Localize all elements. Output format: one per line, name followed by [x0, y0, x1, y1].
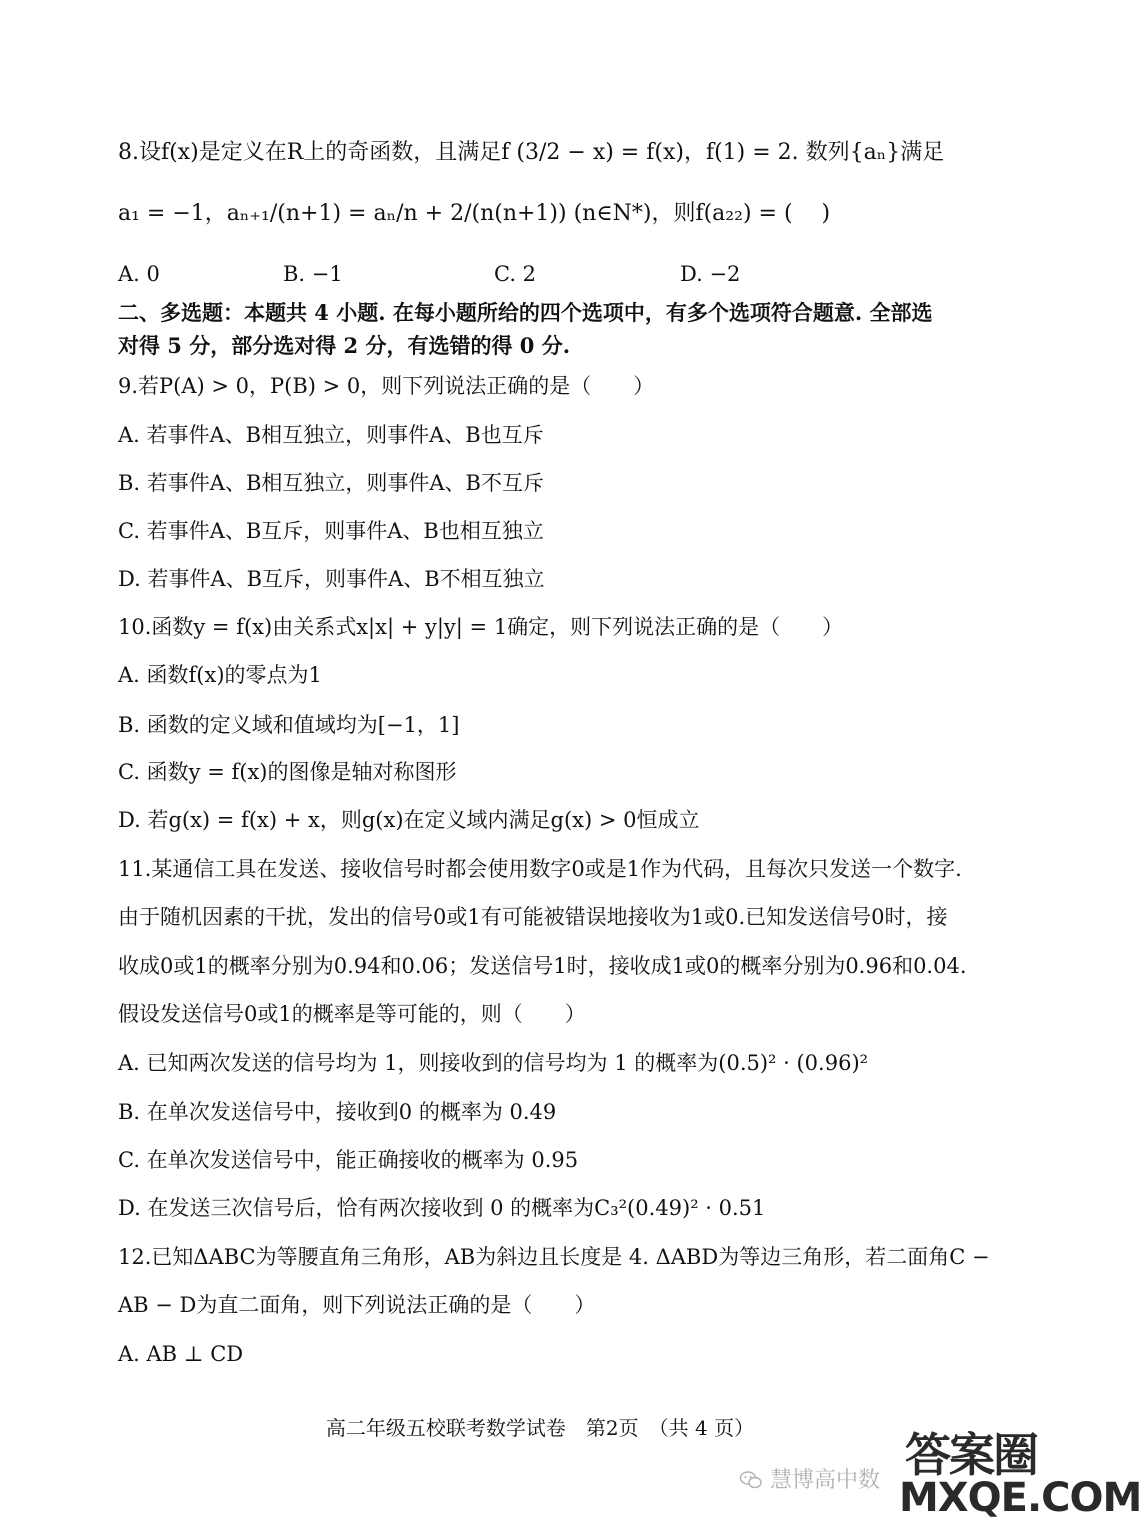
q11-option-c: C. 在单次发送信号中，能正确接收的概率为 0.95	[118, 1148, 579, 1172]
q9-stem: 9.若P(A) > 0，P(B) > 0，则下列说法正确的是（ ）	[118, 374, 655, 398]
site-logo-watermark	[895, 1415, 1141, 1525]
logo-top-text: 答案圈	[905, 1428, 1037, 1482]
q10-option-c: C. 函数y = f(x)的图像是轴对称图形	[118, 760, 457, 784]
q12-option-a: A. AB ⊥ CD	[118, 1342, 244, 1366]
q11-option-a: A. 已知两次发送的信号均为 1，则接收到的信号均为 1 的概率为(0.5)² · (0.96)²	[118, 1051, 869, 1075]
q11-option-b: B. 在单次发送信号中，接收到0 的概率为 0.49	[118, 1100, 557, 1124]
wechat-watermark	[740, 1463, 880, 1494]
section-2-heading-line-1: 二、多选题：本题共 4 小题. 在每小题所给的四个选项中，有多个选项符合题意. 全部选	[118, 300, 933, 325]
q11-option-d: D. 在发送三次信号后，恰有两次接收到 0 的概率为C₃²(0.49)² · 0.51	[118, 1196, 766, 1220]
logo-bottom-text: MXQE.COM	[899, 1475, 1141, 1521]
q9-option-d: D. 若事件A、B互斥，则事件A、B不相互独立	[118, 567, 545, 591]
q10-option-d: D. 若g(x) = f(x) + x，则g(x)在定义域内满足g(x) > 0恒成立	[118, 808, 700, 832]
q10-stem: 10.函数y = f(x)由关系式x|x| + y|y| = 1确定，则下列说法正确的是（ ）	[118, 615, 844, 639]
q12-line-1: 12.已知ΔABC为等腰直角三角形，AB为斜边且长度是 4. ΔABD为等边三角形，若二面角C −	[118, 1245, 990, 1269]
wechat-icon	[740, 1471, 762, 1489]
wechat-watermark-text: 慧博高中数	[770, 1468, 881, 1493]
q8-option-d: D. −2	[680, 262, 741, 286]
q11-line-3: 收成0或1的概率分别为0.94和0.06；发送信号1时，接收成1或0的概率分别为0.96和0.04.	[118, 954, 967, 978]
q10-option-b: B. 函数的定义域和值域均为[−1，1]	[118, 713, 460, 737]
q8-option-a: A. 0	[118, 262, 160, 286]
q8-line-2: a₁ = −1，aₙ₊₁/(n+1) = aₙ/n + 2/(n(n+1)) (n∈N*)，则f(a₂₂) = ( )	[118, 201, 831, 226]
q10-option-a: A. 函数f(x)的零点为1	[118, 663, 322, 687]
q9-option-a: A. 若事件A、B相互独立，则事件A、B也互斥	[118, 423, 544, 447]
q8-option-c: C. 2	[494, 262, 537, 286]
q9-option-b: B. 若事件A、B相互独立，则事件A、B不互斥	[118, 471, 544, 495]
q8-option-b: B. −1	[283, 262, 343, 286]
q11-line-1: 11.某通信工具在发送、接收信号时都会使用数字0或是1作为代码，且每次只发送一个数字.	[118, 857, 962, 881]
q12-line-2: AB − D为直二面角，则下列说法正确的是（ ）	[118, 1293, 596, 1317]
q9-option-c: C. 若事件A、B互斥，则事件A、B也相互独立	[118, 519, 544, 543]
section-2-heading-line-2: 对得 5 分，部分选对得 2 分，有选错的得 0 分.	[118, 333, 571, 358]
q11-line-4: 假设发送信号0或1的概率是等可能的，则（ ）	[118, 1002, 586, 1026]
page-footer: 高二年级五校联考数学试卷 第2页 （共 4 页）	[325, 1416, 755, 1440]
q11-line-2: 由于随机因素的干扰，发出的信号0或1有可能被错误地接收为1或0.已知发送信号0时，接	[118, 905, 948, 929]
q8-line-1: 8.设f(x)是定义在R上的奇函数，且满足f (3/2 − x) = f(x)，f(1) = 2. 数列{aₙ}满足	[118, 140, 945, 165]
